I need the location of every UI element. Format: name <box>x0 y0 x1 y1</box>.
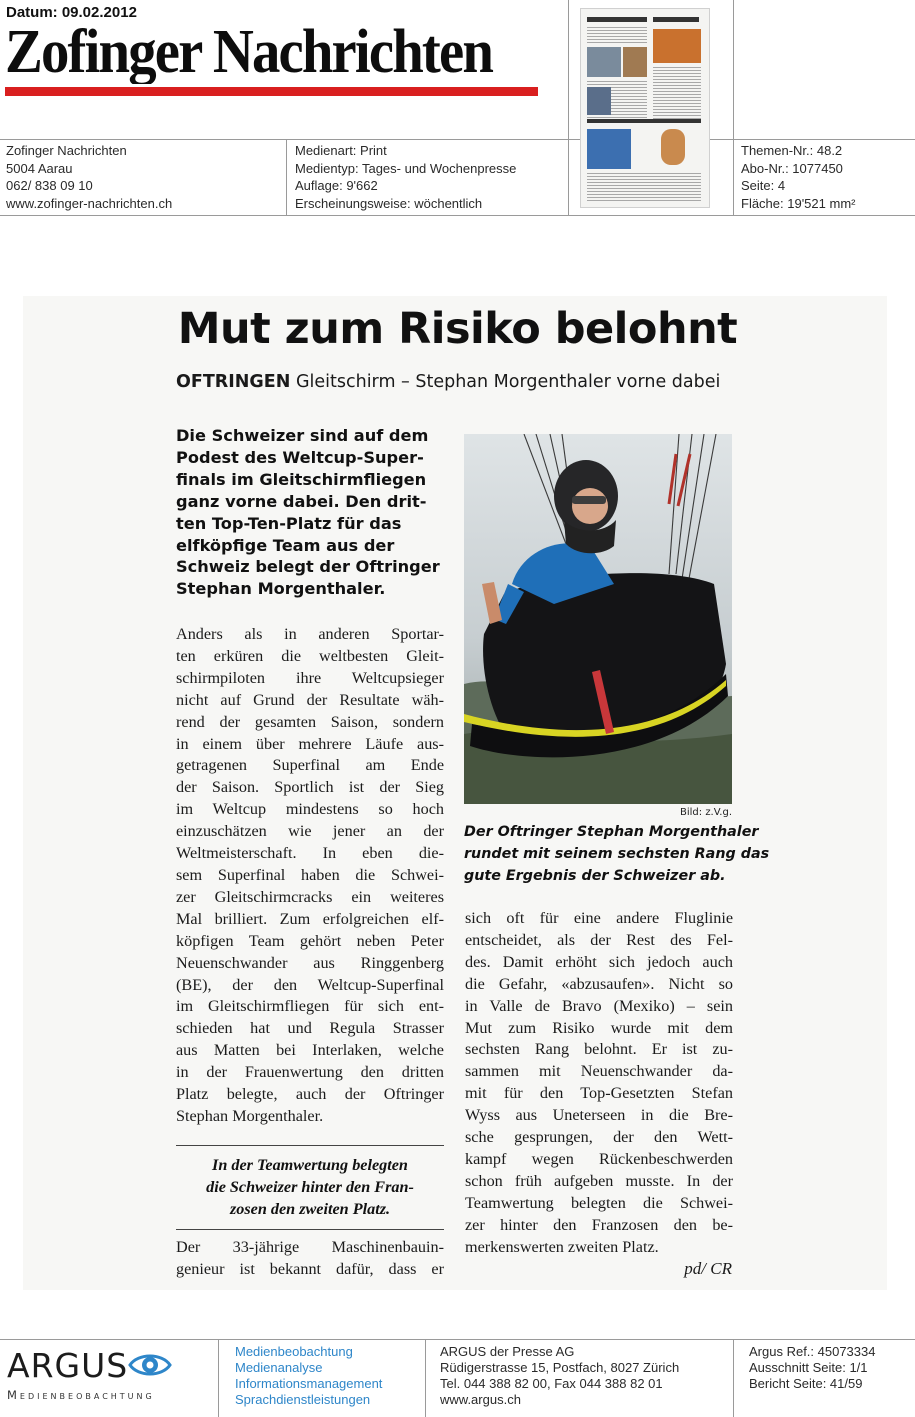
subscription-number: Abo-Nr.: 1077450 <box>741 160 843 176</box>
body-line: ten erküren die weltbesten Gleit- <box>176 646 444 665</box>
masthead-title: Zofinger Nachrichten <box>5 20 493 84</box>
clipping-meta <box>741 142 855 212</box>
body-line: Teamwertung belegten die Schwei- <box>465 1193 733 1212</box>
publisher-phone: 062/ 838 09 10 <box>6 178 93 194</box>
lead-line: elfköpfige Team aus der <box>176 535 395 555</box>
article-photo <box>464 434 732 804</box>
pullquote-line: zosen den zweiten Platz. <box>229 1200 391 1218</box>
argus-logo-subtitle: Medienbeobachtung <box>7 1388 155 1402</box>
report-page: Bericht Seite: 41/59 <box>749 1376 863 1391</box>
argus-address <box>440 1344 679 1408</box>
body-line: mit für den Top-Gesetzten Stefan <box>465 1084 733 1103</box>
publisher-city: 5004 Aarau <box>6 160 73 176</box>
body-line: sem Superfinal haben die Schwei- <box>176 865 444 884</box>
body-line: der Saison. Sportlich ist der Sieg <box>176 778 444 797</box>
area: Fläche: 19'521 mm² <box>741 195 856 211</box>
service-item: Sprachdienstleistungen <box>235 1392 371 1407</box>
thumbnail-headline-bar <box>587 17 647 22</box>
body-line: zer hinter den Franzosen den be- <box>465 1215 733 1234</box>
header-divider <box>286 139 287 216</box>
lead-line: Stephan Morgenthaler. <box>176 579 386 599</box>
masthead-red-bar <box>5 87 538 96</box>
footer-divider <box>733 1339 734 1417</box>
thumbnail-photo <box>623 47 647 77</box>
publisher-info <box>6 142 172 212</box>
article-column-1-continued <box>176 1237 444 1281</box>
body-line: Platz belegte, auch der Oftringer <box>176 1085 444 1104</box>
topic-number: Themen-Nr.: 48.2 <box>741 143 843 158</box>
thumbnail-text <box>587 27 647 43</box>
body-line: schon früh aufgeben musste. In der <box>465 1171 733 1190</box>
body-line: in der Frauenwertung den dritten <box>176 1063 444 1082</box>
clipping-page: Ausschnitt Seite: 1/1 <box>749 1360 868 1375</box>
body-line: schirmpiloten ihre Weltcupsieger <box>176 668 444 687</box>
article-column-1 <box>176 624 444 1128</box>
body-line: einzuschätzen wie jener an der <box>176 822 444 841</box>
body-line: Mal brilliert. Zum erfolgreichen elf- <box>176 909 444 928</box>
header-top-rule <box>0 139 915 140</box>
article-headline: Mut zum Risiko belohnt <box>177 304 738 354</box>
caption-line: Der Oftringer Stephan Morgenthaler <box>464 824 759 840</box>
body-line: aus Matten bei Interlaken, welche <box>176 1041 444 1060</box>
thumbnail-headline-bar <box>587 119 701 123</box>
article-background <box>23 296 887 1290</box>
body-line: köpfigen Team gehört neben Peter <box>176 931 444 950</box>
article-kicker: OFTRINGEN <box>176 372 291 392</box>
article-column-2 <box>465 908 733 1259</box>
body-line: entscheidet, als der Rest des Fel- <box>465 930 733 949</box>
thumbnail-text <box>653 67 701 121</box>
article-subheadline <box>176 372 720 392</box>
thumbnail-photo <box>661 129 685 165</box>
photo-credit: Bild: z.V.g. <box>680 807 732 818</box>
argus-logo-text: ARGUS <box>7 1346 129 1385</box>
media-type: Medienart: Print <box>295 143 387 158</box>
thumbnail-photo <box>587 129 631 169</box>
pullquote <box>176 1154 444 1220</box>
body-line: Weltmeisterschaft. In eben die- <box>176 844 444 863</box>
paraglider-pilot-image <box>464 434 732 804</box>
reference-number: Argus Ref.: 45073334 <box>749 1344 876 1359</box>
footer-top-rule <box>0 1339 915 1340</box>
media-circulation: Auflage: 9'662 <box>295 178 378 194</box>
pullquote-top-rule <box>176 1145 444 1146</box>
lead-line: ganz vorne dabei. Den drit- <box>176 491 427 511</box>
article-subheadline-text: Gleitschirm – Stephan Morgenthaler vorne dabei <box>295 372 721 392</box>
lead-line: ten Top-Ten-Platz für das <box>176 513 402 533</box>
pullquote-bottom-rule <box>176 1229 444 1230</box>
thumbnail-photo <box>587 87 611 115</box>
company-street: Rüdigerstrasse 15, Postfach, 8027 Zürich <box>440 1360 680 1375</box>
body-line: Stephan Morgenthaler. <box>176 1106 324 1125</box>
argus-services <box>235 1344 382 1408</box>
company-phone: Tel. 044 388 82 00, Fax 044 388 82 01 <box>440 1376 663 1391</box>
caption-line: rundet mit seinem sechsten Rang das <box>464 846 770 862</box>
lead-line: finals im Gleitschirmfliegen <box>176 469 427 489</box>
body-line: zer Gleitschirmcracks ein weiteres <box>176 887 444 906</box>
argus-eye-icon <box>128 1349 172 1381</box>
argus-reference <box>749 1344 875 1392</box>
body-line: Wyss aus Uneterseen in die Bre- <box>465 1106 733 1125</box>
body-line: sammen mit Neuenschwander da- <box>465 1062 733 1081</box>
service-item: Informationsmanagement <box>235 1376 383 1391</box>
body-line: Anders als in anderen Sportar- <box>176 625 444 643</box>
body-line: merkenswerten zweiten Platz. <box>465 1237 659 1256</box>
body-line: sechsten Rang belohnt. Er ist zu- <box>465 1040 733 1059</box>
caption-line: gute Ergebnis der Schweizer ab. <box>464 868 726 884</box>
footer-divider <box>218 1339 219 1417</box>
body-line: die Gefahr, «abzusaufen». Nicht so <box>465 974 733 993</box>
body-line: des. Damit erhöht sich jedoch auch <box>465 952 733 971</box>
thumbnail-photo <box>653 29 701 63</box>
publisher-name: Zofinger Nachrichten <box>6 143 127 158</box>
body-line: im Weltcup mindestens so hoch <box>176 800 444 819</box>
pullquote-line: In der Teamwertung belegten <box>212 1156 408 1174</box>
thumbnail-text <box>587 173 701 203</box>
thumbnail-headline-bar <box>653 17 699 22</box>
photo-caption <box>464 821 770 887</box>
body-line: Der 33-jährige Maschinenbauin- <box>176 1238 444 1256</box>
page-thumbnail <box>580 8 710 208</box>
media-frequency: Erscheinungsweise: wöchentlich <box>295 195 483 211</box>
body-line: Mut zum Risiko wurde mit dem <box>465 1018 733 1037</box>
header-bottom-rule <box>0 215 915 216</box>
body-line: (BE), der den Weltcup-Superfinal <box>176 975 444 994</box>
body-line: in Valle de Bravo (Mexiko) – sein <box>465 996 733 1015</box>
media-info <box>295 142 516 212</box>
company-name: ARGUS der Presse AG <box>440 1344 575 1359</box>
media-category: Medientyp: Tages- und Wochenpresse <box>295 160 517 176</box>
thumbnail-photo <box>587 47 621 77</box>
document-date: Datum: 09.02.2012 <box>6 4 137 21</box>
service-item: Medienanalyse <box>235 1360 323 1375</box>
publisher-website: www.zofinger-nachrichten.ch <box>6 195 173 211</box>
body-line: in einem über mehrere Läufe aus- <box>176 734 444 753</box>
newspaper-masthead <box>5 20 541 84</box>
body-line: sich oft für eine andere Fluglinie <box>465 909 733 927</box>
lead-line: Schweiz belegt der Oftringer <box>176 557 440 577</box>
body-line: sche gesprungen, der den Wett- <box>465 1128 733 1147</box>
lead-line: Podest des Weltcup-Super- <box>176 447 424 467</box>
service-item: Medienbeobachtung <box>235 1344 353 1359</box>
body-line: Neuenschwander aus Ringgenberg <box>176 953 444 972</box>
page-number: Seite: 4 <box>741 178 786 194</box>
footer-divider <box>425 1339 426 1417</box>
body-line: getragenen Superfinal am Ende <box>176 756 444 775</box>
lead-line: Die Schweizer sind auf dem <box>176 426 429 445</box>
body-line: genieur ist bekannt dafür, dass er <box>176 1259 444 1278</box>
header-divider <box>568 0 569 216</box>
body-line: schieden hat und Regula Strasser <box>176 1019 444 1038</box>
body-line: im Gleitschirmfliegen für sich ent- <box>176 997 444 1016</box>
body-line: nicht auf Grund der Resultate wäh- <box>176 690 444 709</box>
header-divider <box>733 0 734 216</box>
author-signature: pd/ CR <box>684 1259 732 1278</box>
body-line: rend der gesamten Saison, sondern <box>176 712 444 731</box>
pullquote-line: die Schweizer hinter den Fran- <box>206 1178 414 1196</box>
article-lead <box>176 425 440 600</box>
body-line: kampf wegen Rückenbeschwerden <box>465 1149 733 1168</box>
company-website: www.argus.ch <box>440 1392 521 1407</box>
